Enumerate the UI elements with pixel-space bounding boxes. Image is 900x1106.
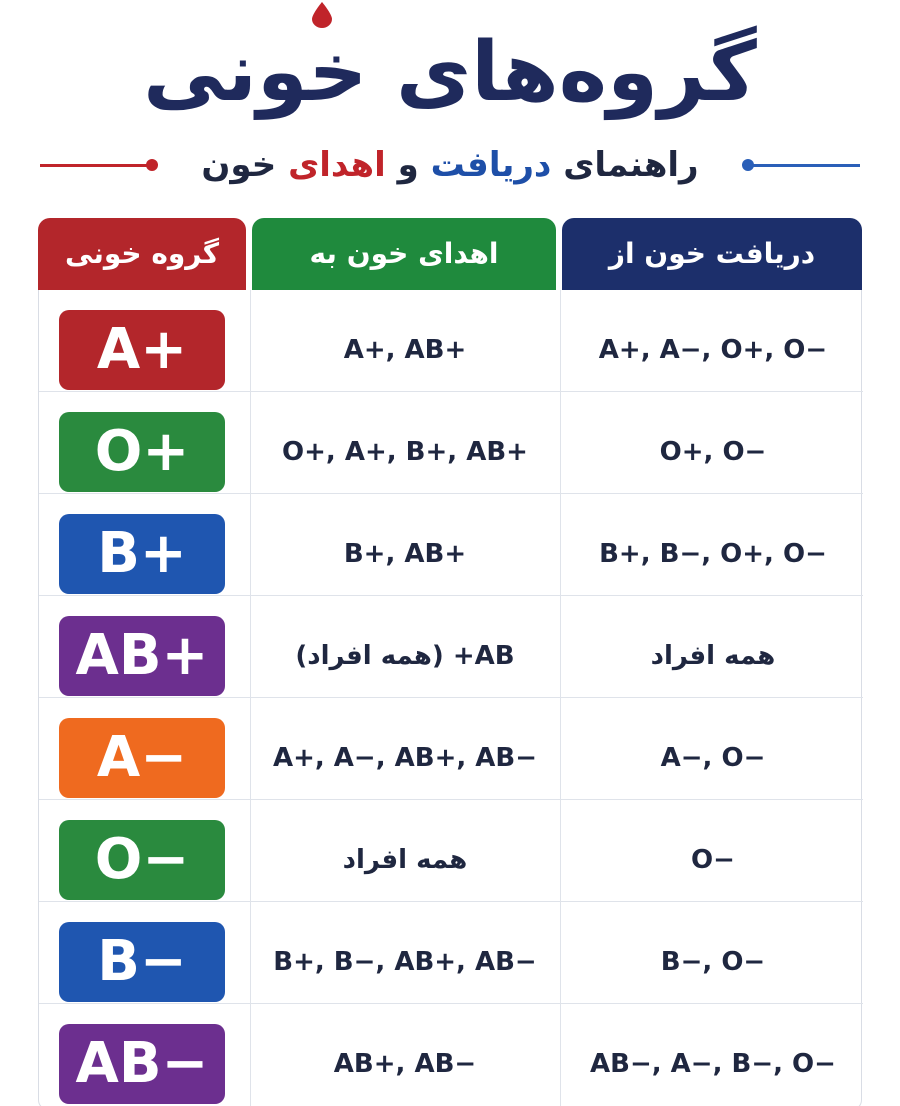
receive-from-cell: A+, A−, O+, O−: [598, 335, 828, 365]
receive-from-cell: O+, O−: [659, 437, 767, 467]
donate-to-cell: A+, AB+: [343, 335, 467, 365]
receive-from-cell: B−, O−: [660, 947, 766, 977]
receive-from-cell: B+, B−, O+, O−: [599, 539, 827, 569]
blood-group-badge: B−: [59, 922, 225, 1002]
blood-group-badge: AB−: [59, 1024, 225, 1104]
subtitle-row: [0, 140, 900, 190]
page-title: گروه‌های خونی: [143, 25, 757, 120]
donate-to-cell: B+, AB+: [343, 539, 467, 569]
blood-group-badge: O−: [59, 820, 225, 900]
table-row: [39, 902, 863, 1004]
donate-to-cell: B+, B−, AB+, AB−: [273, 947, 537, 977]
blood-group-badge: B+: [59, 514, 225, 594]
donate-to-cell: AB+, AB−: [333, 1049, 477, 1079]
blood-group-badge: A−: [59, 718, 225, 798]
donate-to-cell: A+, A−, AB+, AB−: [272, 743, 538, 773]
subtitle-and: و: [385, 145, 431, 185]
table-row: [39, 494, 863, 596]
subtitle-donate: اهدای: [288, 145, 386, 185]
table-body: [38, 290, 862, 1106]
table-row: [39, 1004, 863, 1106]
donate-to-cell: AB+ (همه افراد): [295, 641, 515, 671]
receive-from-cell: AB−, A−, B−, O−: [590, 1049, 836, 1079]
receive-from-cell: A−, O−: [660, 743, 766, 773]
header-blood-group: گروه خونی: [38, 218, 246, 290]
receive-from-cell: O−: [691, 845, 735, 875]
subtitle: [150, 140, 750, 190]
blood-group-badge: A+: [59, 310, 225, 390]
subtitle-part5: خون: [201, 145, 289, 185]
divider-line-right: [750, 164, 860, 167]
table-row: [39, 290, 863, 392]
divider-line-left: [40, 164, 150, 167]
subtitle-part1: راهنمای: [551, 145, 699, 185]
blood-group-badge: O+: [59, 412, 225, 492]
donate-to-cell: O+, A+, B+, AB+: [282, 437, 528, 467]
header-donate-to: اهدای خون به: [252, 218, 556, 290]
header: [0, 0, 900, 130]
blood-group-badge: AB+: [59, 616, 225, 696]
header-receive-from: دریافت خون از: [562, 218, 862, 290]
table-row: [39, 698, 863, 800]
subtitle-receive: دریافت: [430, 145, 552, 185]
blood-group-table: [38, 218, 862, 1106]
table-row: [39, 800, 863, 902]
table-row: [39, 596, 863, 698]
receive-from-cell: همه افراد: [650, 641, 776, 671]
table-row: [39, 392, 863, 494]
donate-to-cell: همه افراد: [342, 845, 468, 875]
